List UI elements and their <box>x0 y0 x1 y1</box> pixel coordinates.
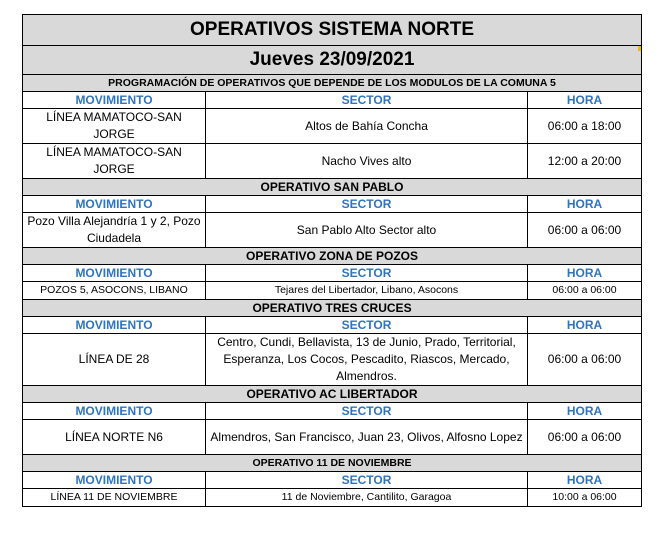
header-hora: HORA <box>528 317 642 334</box>
header-sector: SECTOR <box>206 403 528 420</box>
section-title: OPERATIVO AC LIBERTADOR <box>23 386 642 403</box>
sheet-date-text: Jueves 23/09/2021 <box>249 49 415 70</box>
cell-hora: 06:00 a 06:00 <box>528 213 642 248</box>
cell-movimiento: LÍNEA NORTE N6 <box>23 420 206 455</box>
cell-sector: Centro, Cundi, Bellavista, 13 de Junio, Prado, Territorial, Esperanza, Los Cocos, Pescadito, Riascos, Mercado, Almendros. <box>206 334 528 386</box>
section-title-row <box>23 248 642 265</box>
table-row <box>23 282 642 300</box>
cell-hora: 06:00 a 06:00 <box>528 334 642 386</box>
cell-movimiento: LÍNEA MAMATOCO-SAN JORGE <box>23 144 206 179</box>
column-header-row <box>23 92 642 109</box>
section-title: PROGRAMACIÓN DE OPERATIVOS QUE DEPENDE DE LOS MODULOS DE LA COMUNA 5 <box>23 75 642 92</box>
cell-hora: 06:00 a 06:00 <box>528 282 642 300</box>
date-row <box>23 46 642 75</box>
header-hora: HORA <box>528 92 642 109</box>
section-title-row <box>23 386 642 403</box>
header-sector: SECTOR <box>206 317 528 334</box>
table-row <box>23 109 642 144</box>
section-title: OPERATIVO 11 DE NOVIEMBRE <box>23 455 642 472</box>
cell-hora: 12:00 a 20:00 <box>528 144 642 179</box>
cell-movimiento: Pozo Villa Alejandría 1 y 2, Pozo Ciudadela <box>23 213 206 248</box>
header-sector: SECTOR <box>206 92 528 109</box>
cell-sector: Tejares del Libertador, Libano, Asocons <box>206 282 528 300</box>
column-header-row <box>23 317 642 334</box>
cell-movimiento: LÍNEA DE 28 <box>23 334 206 386</box>
cell-hora: 06:00 a 18:00 <box>528 109 642 144</box>
operativos-sheet <box>22 14 641 507</box>
cell-movimiento: LÍNEA 11 DE NOVIEMBRE <box>23 489 206 507</box>
sheet-date <box>23 46 642 75</box>
section-title-row <box>23 300 642 317</box>
column-header-row <box>23 265 642 282</box>
section-title-row <box>23 179 642 196</box>
header-hora: HORA <box>528 403 642 420</box>
cell-sector: 11 de Noviembre, Cantilito, Garagoa <box>206 489 528 507</box>
cell-hora: 06:00 a 06:00 <box>528 420 642 455</box>
cell-sector: Almendros, San Francisco, Juan 23, Olivos, Alfosno Lopez <box>206 420 528 455</box>
title-row <box>23 15 642 46</box>
header-movimiento: MOVIMIENTO <box>23 265 206 282</box>
header-hora: HORA <box>528 196 642 213</box>
table-row <box>23 489 642 507</box>
cell-sector: San Pablo Alto Sector alto <box>206 213 528 248</box>
section-title-row <box>23 455 642 472</box>
header-sector: SECTOR <box>206 472 528 489</box>
column-header-row <box>23 472 642 489</box>
header-sector: SECTOR <box>206 265 528 282</box>
cell-sector: Altos de Bahía Concha <box>206 109 528 144</box>
header-movimiento: MOVIMIENTO <box>23 196 206 213</box>
cell-marker-icon <box>638 46 642 52</box>
header-hora: HORA <box>528 472 642 489</box>
section-title-row <box>23 75 642 92</box>
table-row <box>23 213 642 248</box>
table-row <box>23 144 642 179</box>
cell-hora: 10:00 a 06:00 <box>528 489 642 507</box>
cell-sector: Nacho Vives alto <box>206 144 528 179</box>
header-movimiento: MOVIMIENTO <box>23 317 206 334</box>
header-movimiento: MOVIMIENTO <box>23 472 206 489</box>
column-header-row <box>23 403 642 420</box>
section-title: OPERATIVO SAN PABLO <box>23 179 642 196</box>
cell-movimiento: LÍNEA MAMATOCO-SAN JORGE <box>23 109 206 144</box>
header-sector: SECTOR <box>206 196 528 213</box>
header-movimiento: MOVIMIENTO <box>23 92 206 109</box>
table-row <box>23 420 642 455</box>
column-header-row <box>23 196 642 213</box>
operativos-table <box>22 14 642 507</box>
table-row <box>23 334 642 386</box>
header-hora: HORA <box>528 265 642 282</box>
sheet-title: OPERATIVOS SISTEMA NORTE <box>23 15 642 46</box>
section-title: OPERATIVO ZONA DE POZOS <box>23 248 642 265</box>
header-movimiento: MOVIMIENTO <box>23 403 206 420</box>
cell-movimiento: POZOS 5, ASOCONS, LIBANO <box>23 282 206 300</box>
section-title: OPERATIVO TRES CRUCES <box>23 300 642 317</box>
